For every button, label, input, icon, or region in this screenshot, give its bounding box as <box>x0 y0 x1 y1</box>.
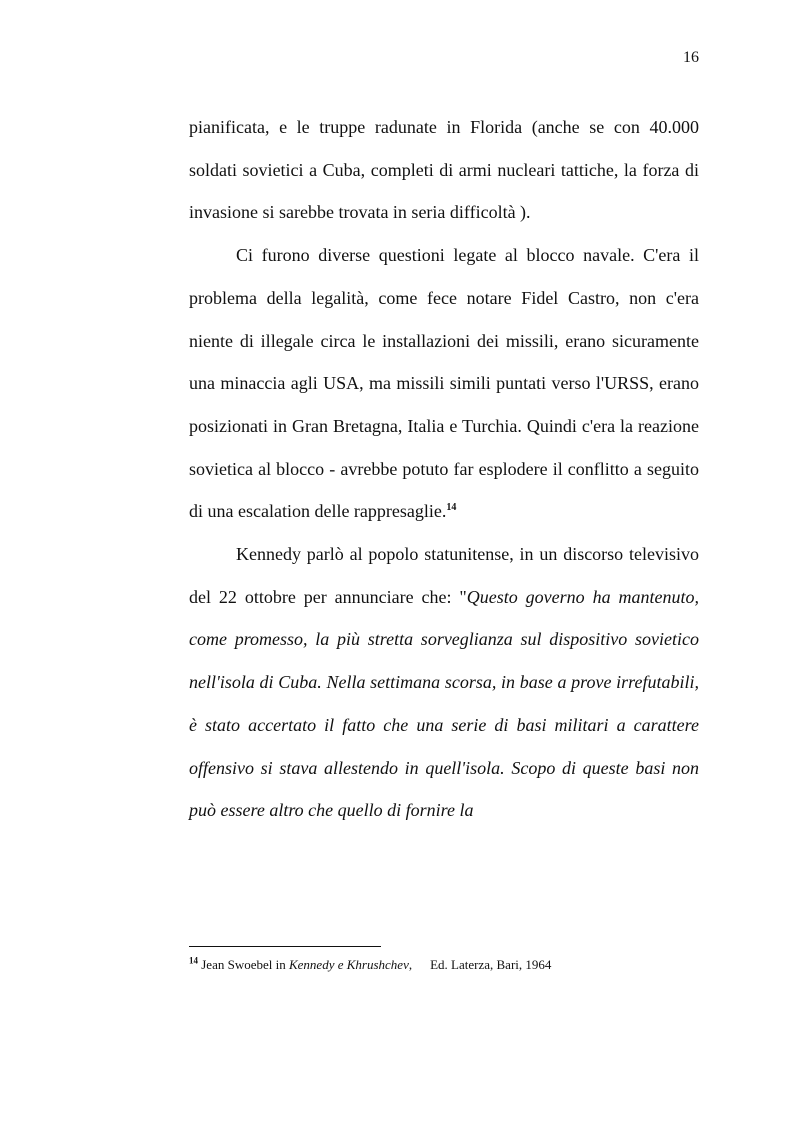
footnote-publisher: Ed. Laterza, Bari, 1964 <box>430 957 552 972</box>
paragraph-3 <box>189 533 699 832</box>
footnote <box>189 956 551 974</box>
paragraph-2 <box>189 234 699 533</box>
paragraph-3-text: Kennedy parlò al popolo statunitense, in un discorso televisivo del 22 ottobre per annunciare che: " <box>189 544 699 607</box>
paragraph-2-text: Ci furono diverse questioni legate al blocco navale. C'era il problema della legalità, come fece notare Fidel Castro, non c'era niente di illegale circa le installazioni dei missili, erano sicuramente una minaccia agli USA, ma missili simili puntati verso l'URSS, erano posizionati in Gran Bretagna, Italia e Turchia. Quindi c'era la reazione sovietica al blocco - avrebbe potuto far esplodere il conflitto a seguito di una escalation delle rappresaglie. <box>189 245 699 522</box>
body-text <box>189 106 699 832</box>
footnote-author: Jean Swoebel in <box>201 957 286 972</box>
footnote-divider <box>189 946 381 947</box>
footnote-reference[interactable]: 14 <box>446 502 457 514</box>
kennedy-quote: Questo governo ha mantenuto, come promesso, la più stretta sorveglianza sul dispositivo sovietico nell'isola di Cuba. Nella settimana scorsa, in base a prove irrefutabili, è stato accertato il fatto che una serie di basi militari a carattere offensivo si stava allestendo in quell'isola. Scopo di queste basi non può essere altro che quello di fornire la <box>189 586 699 821</box>
paragraph-1 <box>189 106 699 234</box>
footnote-marker: 14 <box>189 955 198 966</box>
paragraph-1-text: pianificata, e le truppe radunate in Florida (anche se con 40.000 soldati sovietici a Cuba, completi di armi nucleari tattiche, la forza di invasione si sarebbe trovata in seria difficoltà ). <box>189 117 699 223</box>
footnote-comma: , <box>408 957 413 972</box>
page-number: 16 <box>683 49 699 66</box>
footnote-book-title: Kennedy e Khrushchev <box>288 957 409 972</box>
